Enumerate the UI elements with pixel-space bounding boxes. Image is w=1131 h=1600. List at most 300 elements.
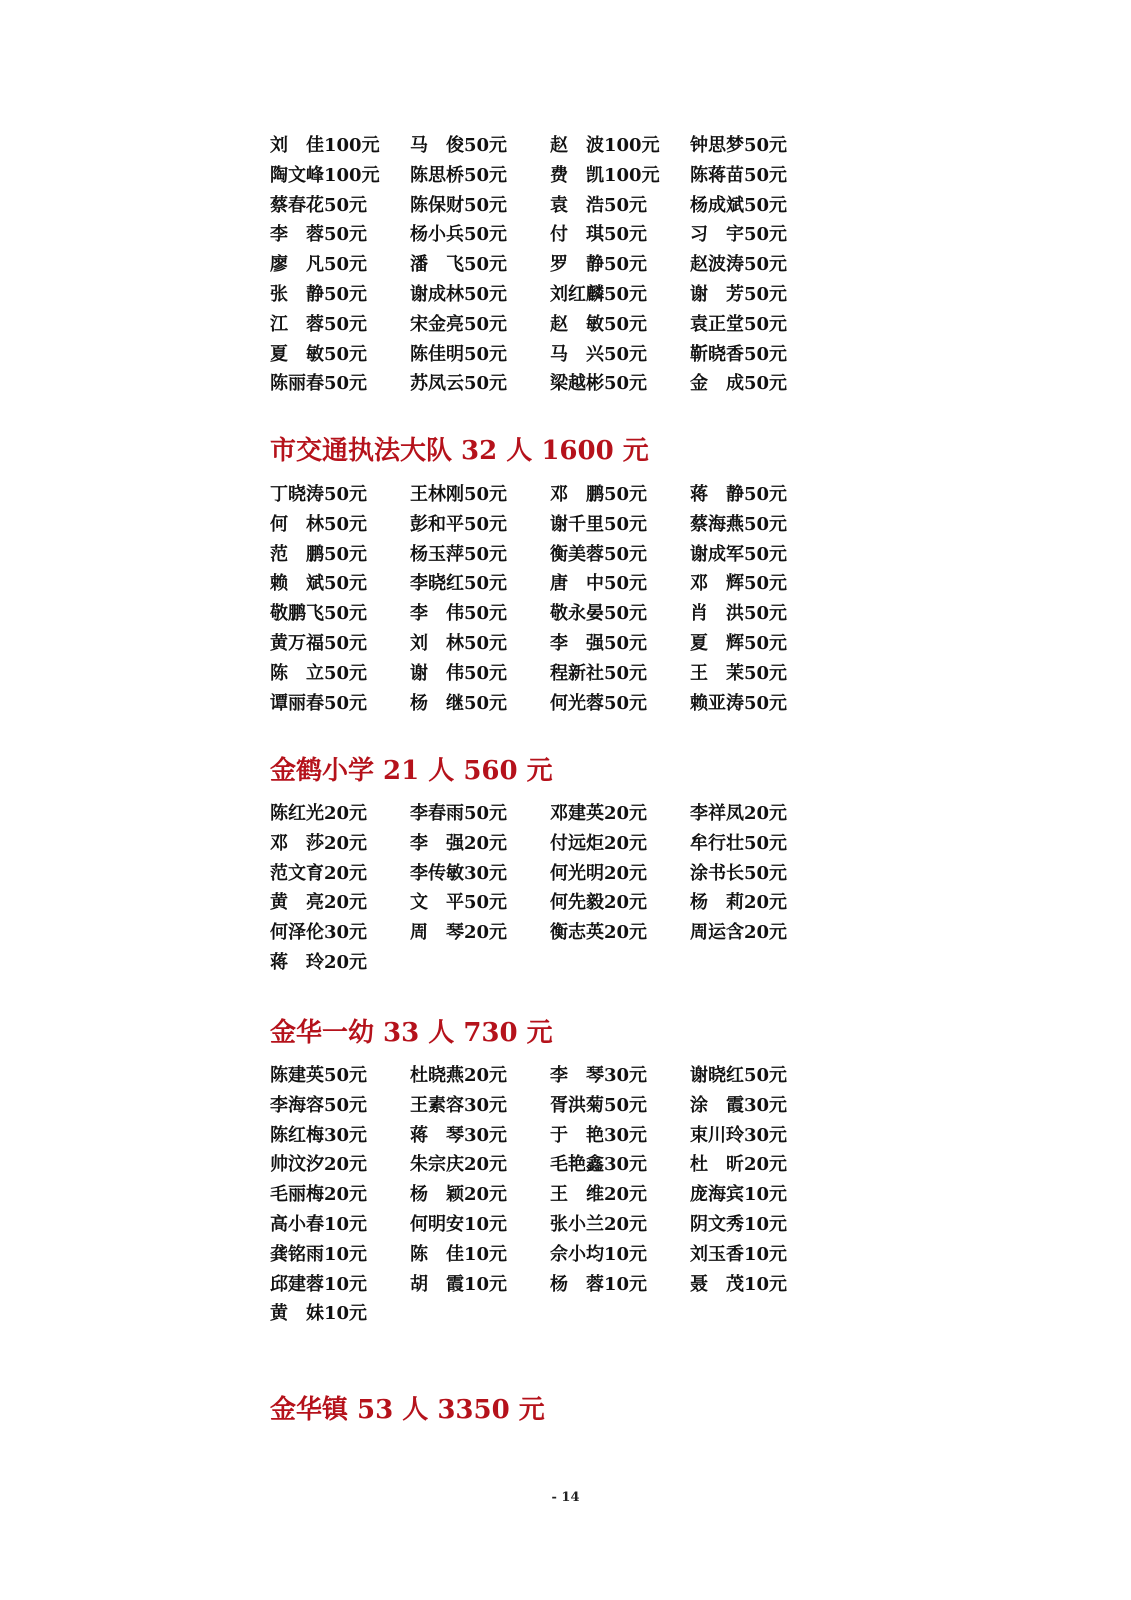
- donor-name: 朱宗庆: [410, 1154, 464, 1176]
- donor-entry: [550, 888, 690, 918]
- donation-amount: 10元: [744, 1273, 788, 1295]
- donation-amount: 50元: [464, 164, 508, 186]
- donation-amount: 20元: [744, 1154, 788, 1176]
- donation-amount: 50元: [324, 484, 368, 505]
- donor-name: 靳晓香: [690, 343, 744, 365]
- donor-name: 谢成军: [690, 543, 744, 565]
- donor-name: 李海容: [270, 1094, 324, 1116]
- donation-amount: 50元: [604, 343, 648, 365]
- donation-amount: 30元: [464, 1124, 508, 1146]
- donation-amount: 50元: [604, 373, 648, 395]
- donor-list-transport: [270, 480, 830, 718]
- donor-entry: [410, 918, 550, 948]
- donation-amount: 30元: [464, 862, 508, 884]
- donor-name: 邓 莎: [270, 832, 324, 854]
- donation-amount: 20元: [744, 803, 788, 824]
- donor-name: 刘 林: [410, 632, 464, 654]
- donation-amount: 50元: [464, 343, 508, 365]
- donation-amount: 50元: [464, 603, 508, 625]
- donation-amount: 20元: [464, 832, 508, 854]
- donor-name: 王 茉: [690, 662, 744, 684]
- donor-entry: [410, 599, 550, 629]
- donor-name: 梁越彬: [550, 373, 604, 395]
- donation-amount: 20元: [324, 862, 368, 884]
- donor-entry: [550, 599, 690, 629]
- donor-entry: [270, 859, 410, 889]
- donation-amount: 20元: [604, 922, 648, 944]
- donation-amount: 50元: [744, 343, 788, 365]
- donor-name: 周运含: [690, 922, 744, 944]
- donation-amount: 50元: [464, 573, 508, 595]
- donation-amount: 20元: [324, 892, 368, 914]
- donor-name: 谢千里: [550, 513, 604, 535]
- donor-name: 刘 佳: [270, 135, 324, 156]
- donation-amount: 10元: [324, 1273, 368, 1295]
- donor-entry: [550, 220, 690, 250]
- section-heading-jinhua-town: 金华镇 53 人 3350 元: [270, 1395, 545, 1425]
- donor-name: 王林刚: [410, 484, 464, 505]
- donor-name: 范 鹏: [270, 543, 324, 565]
- donor-entry: [690, 1091, 830, 1121]
- donor-entry: [410, 888, 550, 918]
- donation-amount: 50元: [464, 543, 508, 565]
- donation-amount: 50元: [324, 254, 368, 276]
- donor-entry: [270, 1180, 410, 1210]
- donor-entry: [270, 829, 410, 859]
- donation-amount: 100元: [604, 164, 660, 186]
- donor-entry: [410, 131, 550, 161]
- donor-entry: [550, 689, 690, 719]
- donor-name: 付 琪: [550, 224, 604, 246]
- donor-entry: [270, 1210, 410, 1240]
- donor-name: 蒋 静: [690, 484, 744, 505]
- donor-name: 赖亚涛: [690, 692, 744, 714]
- donor-name: 邓 辉: [690, 573, 744, 595]
- donor-name: 陈红梅: [270, 1124, 324, 1146]
- donor-entry: [270, 1150, 410, 1180]
- donor-entry: [270, 799, 410, 829]
- donation-amount: 50元: [464, 632, 508, 654]
- donation-amount: 10元: [464, 1213, 508, 1235]
- donor-name: 费 凯: [550, 164, 604, 186]
- donor-name: 蔡春花: [270, 194, 324, 216]
- donor-name: 何泽伦: [270, 922, 324, 944]
- donor-name: 杜晓燕: [410, 1065, 464, 1086]
- donor-entry: [550, 280, 690, 310]
- donor-name: 陈红光: [270, 803, 324, 824]
- donor-name: 赖 斌: [270, 573, 324, 595]
- donation-amount: 50元: [604, 313, 648, 335]
- donation-amount: 20元: [324, 832, 368, 854]
- donation-amount: 50元: [744, 832, 788, 854]
- donor-name: 杜 昕: [690, 1154, 744, 1176]
- donor-name: 陈保财: [410, 194, 464, 216]
- donation-amount: 10元: [744, 1184, 788, 1206]
- donation-amount: 20元: [324, 803, 368, 824]
- donation-amount: 20元: [604, 892, 648, 914]
- donor-entry: [410, 1150, 550, 1180]
- donor-name: 谭丽春: [270, 692, 324, 714]
- donor-name: 付远炬: [550, 832, 604, 854]
- donor-name: 阴文秀: [690, 1213, 744, 1235]
- donation-amount: 50元: [604, 603, 648, 625]
- donation-amount: 30元: [744, 1094, 788, 1116]
- donor-name: 邓建英: [550, 803, 604, 824]
- donor-entry: [410, 540, 550, 570]
- donor-entry: [550, 859, 690, 889]
- donor-entry: [270, 888, 410, 918]
- donor-name: 习 宇: [690, 224, 744, 246]
- donor-entry: [550, 1150, 690, 1180]
- donation-amount: 20元: [324, 1184, 368, 1206]
- donor-entry: [550, 1270, 690, 1300]
- donor-list-1: [270, 131, 830, 399]
- donor-name: 李 强: [550, 632, 604, 654]
- donation-amount: 20元: [464, 1065, 508, 1086]
- donation-amount: 50元: [324, 573, 368, 595]
- donor-entry: [410, 1210, 550, 1240]
- donor-entry: [270, 161, 410, 191]
- donation-amount: 50元: [324, 543, 368, 565]
- donor-name: 马 俊: [410, 135, 464, 156]
- section-heading-jinhua-kindergarten: 金华一幼 33 人 730 元: [270, 1018, 553, 1048]
- donation-amount: 50元: [324, 283, 368, 305]
- donation-amount: 50元: [744, 135, 788, 156]
- donor-name: 杨 颖: [410, 1184, 464, 1206]
- donation-amount: 50元: [604, 484, 648, 505]
- donor-entry: [690, 220, 830, 250]
- donor-entry: [550, 1091, 690, 1121]
- donor-entry: [270, 629, 410, 659]
- donor-entry: [690, 1270, 830, 1300]
- donation-amount: 10元: [464, 1243, 508, 1265]
- donation-amount: 10元: [324, 1213, 368, 1235]
- donor-name: 夏 敏: [270, 343, 324, 365]
- donor-entry: [270, 569, 410, 599]
- donor-name: 何先毅: [550, 892, 604, 914]
- donor-name: 李 琴: [550, 1065, 604, 1086]
- donor-name: 肖 洪: [690, 603, 744, 625]
- donor-entry: [690, 131, 830, 161]
- donor-entry: [270, 948, 410, 978]
- donor-entry: [410, 220, 550, 250]
- donor-name: 廖 凡: [270, 254, 324, 276]
- donor-name: 黄万福: [270, 632, 324, 654]
- donor-entry: [270, 1240, 410, 1270]
- donor-entry: [690, 1180, 830, 1210]
- donor-name: 李 强: [410, 832, 464, 854]
- donation-amount: 10元: [604, 1243, 648, 1265]
- donation-amount: 20元: [744, 892, 788, 914]
- donor-entry: [550, 250, 690, 280]
- donation-amount: 20元: [604, 832, 648, 854]
- donor-entry: [270, 310, 410, 340]
- donation-amount: 50元: [324, 313, 368, 335]
- donation-amount: 20元: [744, 922, 788, 944]
- donor-entry: [550, 191, 690, 221]
- donor-entry: [690, 689, 830, 719]
- donor-entry: [410, 280, 550, 310]
- donor-name: 江 蓉: [270, 313, 324, 335]
- donation-amount: 30元: [604, 1124, 648, 1146]
- donation-amount: 50元: [324, 692, 368, 714]
- donor-name: 黄 妹: [270, 1303, 324, 1325]
- donor-name: 杨 继: [410, 692, 464, 714]
- donation-amount: 50元: [604, 1094, 648, 1116]
- donor-name: 李传敏: [410, 862, 464, 884]
- donor-entry: [410, 340, 550, 370]
- donation-amount: 20元: [604, 1184, 648, 1206]
- donor-name: 黄 亮: [270, 892, 324, 914]
- donor-entry: [690, 340, 830, 370]
- donor-name: 范文育: [270, 862, 324, 884]
- donor-name: 帅汶汐: [270, 1154, 324, 1176]
- donation-amount: 50元: [324, 662, 368, 684]
- donation-amount: 50元: [464, 313, 508, 335]
- donation-amount: 50元: [744, 862, 788, 884]
- donor-name: 马 兴: [550, 343, 604, 365]
- donation-amount: 50元: [324, 224, 368, 246]
- donor-name: 袁正堂: [690, 313, 744, 335]
- donor-entry: [410, 1091, 550, 1121]
- donation-amount: 20元: [324, 951, 368, 973]
- donation-amount: 10元: [744, 1213, 788, 1235]
- donor-entry: [690, 369, 830, 399]
- donor-entry: [550, 569, 690, 599]
- donor-list-jinhe-school: [270, 799, 830, 978]
- donor-name: 高小春: [270, 1213, 324, 1235]
- donor-name: 刘红麟: [550, 283, 604, 305]
- donation-amount: 50元: [324, 194, 368, 216]
- donor-name: 何光明: [550, 862, 604, 884]
- donor-name: 敬永晏: [550, 603, 604, 625]
- donor-entry: [270, 131, 410, 161]
- donor-name: 陈蒋苗: [690, 164, 744, 186]
- donor-entry: [550, 1061, 690, 1091]
- donor-name: 何 林: [270, 513, 324, 535]
- donor-entry: [410, 1180, 550, 1210]
- donor-entry: [690, 191, 830, 221]
- donation-amount: 20元: [604, 1213, 648, 1235]
- donor-entry: [550, 629, 690, 659]
- donation-amount: 20元: [464, 1184, 508, 1206]
- donor-name: 胡 霞: [410, 1273, 464, 1295]
- donor-name: 赵 波: [550, 135, 604, 156]
- donor-name: 邱建蓉: [270, 1273, 324, 1295]
- donor-entry: [550, 340, 690, 370]
- donor-name: 胥洪菊: [550, 1094, 604, 1116]
- donor-name: 钟思梦: [690, 135, 744, 156]
- donor-name: 潘 飞: [410, 254, 464, 276]
- donor-entry: [410, 629, 550, 659]
- donor-name: 李祥凤: [690, 803, 744, 824]
- donor-entry: [270, 599, 410, 629]
- donor-name: 张小兰: [550, 1213, 604, 1235]
- donation-amount: 50元: [324, 603, 368, 625]
- donation-amount: 50元: [744, 254, 788, 276]
- donation-amount: 20元: [604, 803, 648, 824]
- donor-entry: [550, 799, 690, 829]
- donor-entry: [270, 250, 410, 280]
- donation-amount: 50元: [324, 343, 368, 365]
- donor-entry: [690, 629, 830, 659]
- donor-entry: [410, 1061, 550, 1091]
- donor-name: 唐 中: [550, 573, 604, 595]
- donor-name: 杨玉萍: [410, 543, 464, 565]
- donor-name: 杨 蓉: [550, 1273, 604, 1295]
- donor-name: 聂 茂: [690, 1273, 744, 1295]
- donor-entry: [550, 510, 690, 540]
- donor-entry: [550, 829, 690, 859]
- donation-amount: 30元: [324, 1124, 368, 1146]
- donation-amount: 50元: [464, 892, 508, 914]
- donor-name: 涂 霞: [690, 1094, 744, 1116]
- donor-name: 陈 佳: [410, 1243, 464, 1265]
- donation-amount: 50元: [464, 224, 508, 246]
- donor-name: 谢晓红: [690, 1065, 744, 1086]
- donor-entry: [410, 569, 550, 599]
- donor-entry: [410, 659, 550, 689]
- donation-amount: 50元: [744, 164, 788, 186]
- donor-entry: [410, 799, 550, 829]
- donation-amount: 50元: [744, 1065, 788, 1086]
- donation-amount: 50元: [464, 513, 508, 535]
- donor-entry: [550, 310, 690, 340]
- donor-entry: [410, 859, 550, 889]
- donor-name: 陈思桥: [410, 164, 464, 186]
- donation-amount: 50元: [324, 1065, 368, 1086]
- donation-amount: 20元: [324, 1154, 368, 1176]
- donation-amount: 30元: [604, 1154, 648, 1176]
- donation-amount: 20元: [464, 922, 508, 944]
- donation-amount: 50元: [604, 283, 648, 305]
- donor-entry: [550, 161, 690, 191]
- donor-entry: [550, 1121, 690, 1151]
- donor-name: 佘小均: [550, 1243, 604, 1265]
- donation-amount: 10元: [744, 1243, 788, 1265]
- donor-name: 衡美蓉: [550, 543, 604, 565]
- donation-amount: 50元: [324, 1094, 368, 1116]
- donation-amount: 30元: [464, 1094, 508, 1116]
- donor-entry: [550, 918, 690, 948]
- section-heading-jinhe-school: 金鹤小学 21 人 560 元: [270, 756, 553, 786]
- donor-entry: [270, 220, 410, 250]
- donation-amount: 50元: [744, 573, 788, 595]
- donor-name: 程新社: [550, 662, 604, 684]
- donation-amount: 30元: [324, 922, 368, 944]
- donor-entry: [270, 1299, 410, 1329]
- donor-name: 王 维: [550, 1184, 604, 1206]
- donor-name: 衡志英: [550, 922, 604, 944]
- donor-entry: [270, 1061, 410, 1091]
- donation-amount: 50元: [744, 373, 788, 395]
- donor-name: 杨成斌: [690, 194, 744, 216]
- donor-grid: [270, 1061, 830, 1329]
- donor-name: 陈丽春: [270, 373, 324, 395]
- donor-entry: [270, 369, 410, 399]
- donor-entry: [690, 1240, 830, 1270]
- donor-entry: [690, 829, 830, 859]
- donor-entry: [410, 310, 550, 340]
- donor-entry: [550, 131, 690, 161]
- donation-amount: 50元: [324, 373, 368, 395]
- donation-amount: 50元: [324, 632, 368, 654]
- donor-name: 谢成林: [410, 283, 464, 305]
- donation-amount: 50元: [464, 484, 508, 505]
- donor-name: 赵 敏: [550, 313, 604, 335]
- donor-entry: [550, 1210, 690, 1240]
- donor-name: 罗 静: [550, 254, 604, 276]
- donor-entry: [690, 1061, 830, 1091]
- donor-entry: [690, 569, 830, 599]
- donation-amount: 50元: [464, 803, 508, 824]
- donation-amount: 50元: [744, 194, 788, 216]
- donation-amount: 50元: [604, 543, 648, 565]
- donation-amount: 50元: [324, 513, 368, 535]
- donor-name: 刘玉香: [690, 1243, 744, 1265]
- donor-name: 束川玲: [690, 1124, 744, 1146]
- donor-name: 蒋 琴: [410, 1124, 464, 1146]
- donor-entry: [550, 659, 690, 689]
- donor-entry: [270, 280, 410, 310]
- donation-amount: 20元: [604, 862, 648, 884]
- donor-entry: [690, 859, 830, 889]
- donor-entry: [270, 340, 410, 370]
- donor-name: 张 静: [270, 283, 324, 305]
- donor-entry: [550, 369, 690, 399]
- donation-amount: 50元: [744, 484, 788, 505]
- donor-entry: [690, 918, 830, 948]
- donor-entry: [270, 191, 410, 221]
- donor-entry: [270, 918, 410, 948]
- donor-name: 王素容: [410, 1094, 464, 1116]
- donor-name: 夏 辉: [690, 632, 744, 654]
- donor-name: 彭和平: [410, 513, 464, 535]
- donation-amount: 50元: [744, 224, 788, 246]
- donor-entry: [410, 829, 550, 859]
- donor-entry: [270, 480, 410, 510]
- section-heading-transport: 市交通执法大队 32 人 1600 元: [270, 436, 649, 466]
- donor-name: 邓 鹏: [550, 484, 604, 505]
- donor-entry: [550, 1180, 690, 1210]
- donor-name: 周 琴: [410, 922, 464, 944]
- donor-entry: [270, 540, 410, 570]
- donor-entry: [410, 369, 550, 399]
- donation-amount: 50元: [744, 692, 788, 714]
- donor-entry: [550, 1240, 690, 1270]
- donor-name: 龚铭雨: [270, 1243, 324, 1265]
- donor-name: 金 成: [690, 373, 744, 395]
- donor-name: 苏凤云: [410, 373, 464, 395]
- donor-entry: [690, 510, 830, 540]
- donation-amount: 50元: [744, 662, 788, 684]
- donor-entry: [690, 310, 830, 340]
- donation-amount: 50元: [464, 194, 508, 216]
- donor-grid: [270, 480, 830, 718]
- donor-name: 赵波涛: [690, 254, 744, 276]
- donation-amount: 50元: [464, 283, 508, 305]
- donor-entry: [410, 161, 550, 191]
- donor-entry: [690, 659, 830, 689]
- donor-entry: [270, 510, 410, 540]
- donor-name: 陈 立: [270, 662, 324, 684]
- donation-amount: 30元: [744, 1124, 788, 1146]
- donor-grid: [270, 799, 830, 978]
- donor-entry: [410, 1240, 550, 1270]
- donation-amount: 50元: [604, 662, 648, 684]
- donor-name: 丁晓涛: [270, 484, 324, 505]
- donation-amount: 10元: [324, 1303, 368, 1325]
